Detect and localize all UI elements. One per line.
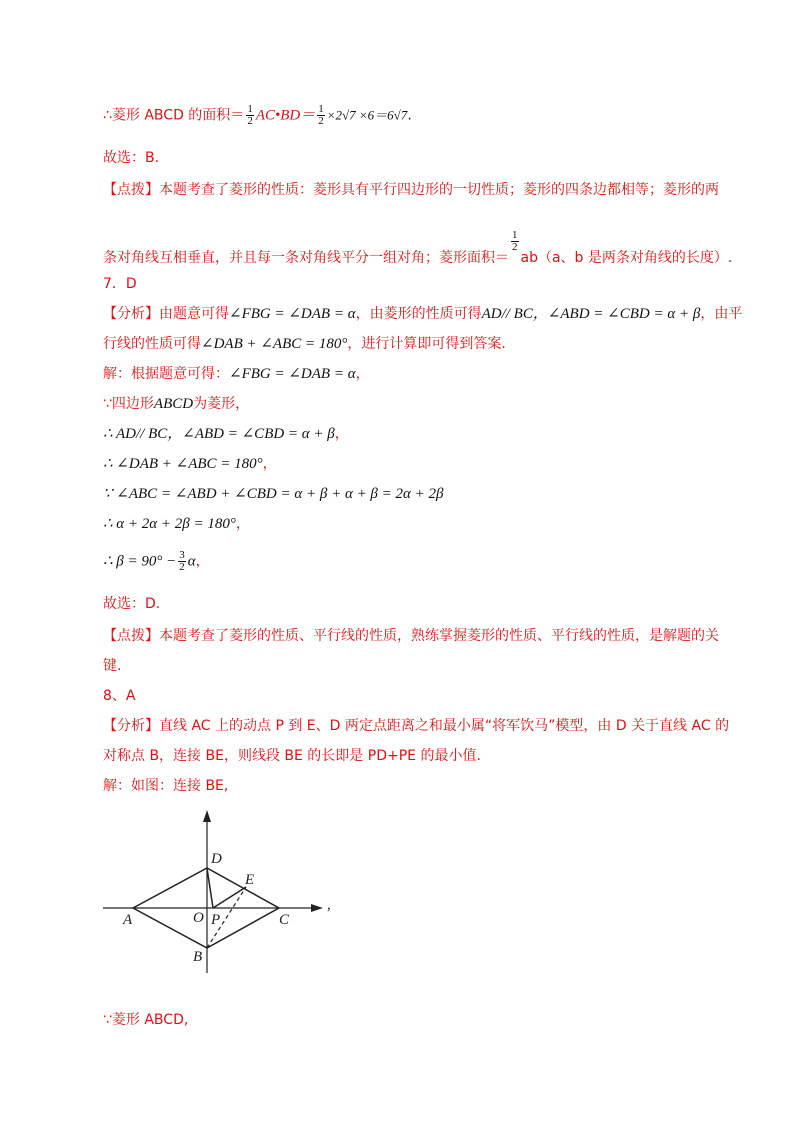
q7-solution-line5: ∵ ∠ABC = ∠ABD + ∠CBD = α + β + α + β = 2α + 2β <box>103 486 444 502</box>
q7-solution-line1: 解：根据题意可得：∠FBG = ∠DAB = α， <box>103 366 370 382</box>
q7-note-line2: 键. <box>103 658 122 674</box>
q6-note-line2: 条对角线互相垂直，并且每一条对角线平分一组对角；菱形面积＝ $\frac{1}{2}$ ab（a、b 是两条对角线的长度）. <box>103 229 733 266</box>
q7-solution-line7: ∴ β = 90° − $\frac{3}{2}$ α， <box>103 549 210 573</box>
q7-solution-line2: ∵四边形ABCD为菱形， <box>103 396 250 412</box>
q8-solution-line1: 解：如图：连接 BE, <box>103 778 229 794</box>
label-d: D <box>211 851 222 867</box>
fraction-half-3: $\frac{1}{2}$ <box>512 229 518 253</box>
label-a: A <box>123 912 133 928</box>
q7-analysis-line1: 【分析】由题意可得∠FBG = ∠DAB = α，由菱形的性质可得AD// BC，∠ABD = ∠CBD = α + β，由平 <box>103 306 743 322</box>
label-o: O <box>193 910 204 926</box>
label-p: P <box>211 912 221 928</box>
q7-note-line1: 【点拨】本题考查了菱形的性质、平行线的性质，熟练掌握菱形的性质、平行线的性质，是解题的关 <box>103 628 719 644</box>
q7-analysis-line2: 行线的性质可得∠DAB + ∠ABC = 180°，进行计算即可得到答案. <box>103 336 506 352</box>
q7-choice: 故选：D. <box>103 596 161 612</box>
area-line: ∴菱形 ABCD 的面积＝ $\frac{1}{2}$ AC•BD＝ $\frac{1}{2}$ ×2√7 ×6＝6√7. <box>103 103 412 127</box>
figure-trailing-comma: , <box>327 897 331 913</box>
label-b: B <box>193 949 203 965</box>
q7-solution-line6: ∴ α + 2α + 2β = 180°， <box>103 516 250 532</box>
fraction-half-2: $\frac{1}{2}$ <box>318 103 324 127</box>
segment-pe <box>213 887 246 908</box>
label-e: E <box>245 872 255 888</box>
fraction-half: $\frac{1}{2}$ <box>247 103 253 127</box>
q8-heading: 8、A <box>103 688 136 704</box>
q7-solution-line3: ∴ AD// BC，∠ABD = ∠CBD = α + β， <box>103 426 349 442</box>
label-c: C <box>279 912 290 928</box>
q7-heading: 7．D <box>103 276 137 292</box>
fraction-three-halves: $\frac{3}{2}$ <box>179 549 185 573</box>
q8-solution-line2: ∵菱形 ABCD, <box>103 1012 189 1028</box>
rhombus-figure <box>95 808 365 978</box>
q6-note-line1: 【点拨】本题考查了菱形的性质：菱形具有平行四边形的一切性质；菱形的四条边都相等；菱形的两 <box>103 182 719 198</box>
segment-dp <box>207 868 213 908</box>
y-axis-arrow <box>203 810 211 822</box>
x-axis-arrow <box>311 904 323 912</box>
q8-analysis-line1: 【分析】直线 AC 上的动点 P 到 E、D 两定点距离之和最小属“将军饮马”模型，由 D 关于直线 AC 的 <box>103 718 730 734</box>
q7-solution-line4: ∴ ∠DAB + ∠ABC = 180°， <box>103 456 277 472</box>
q8-analysis-line2: 对称点 B，连接 BE，则线段 BE 的长即是 PD+PE 的最小值. <box>103 748 481 764</box>
q6-choice: 故选：B. <box>103 150 160 166</box>
